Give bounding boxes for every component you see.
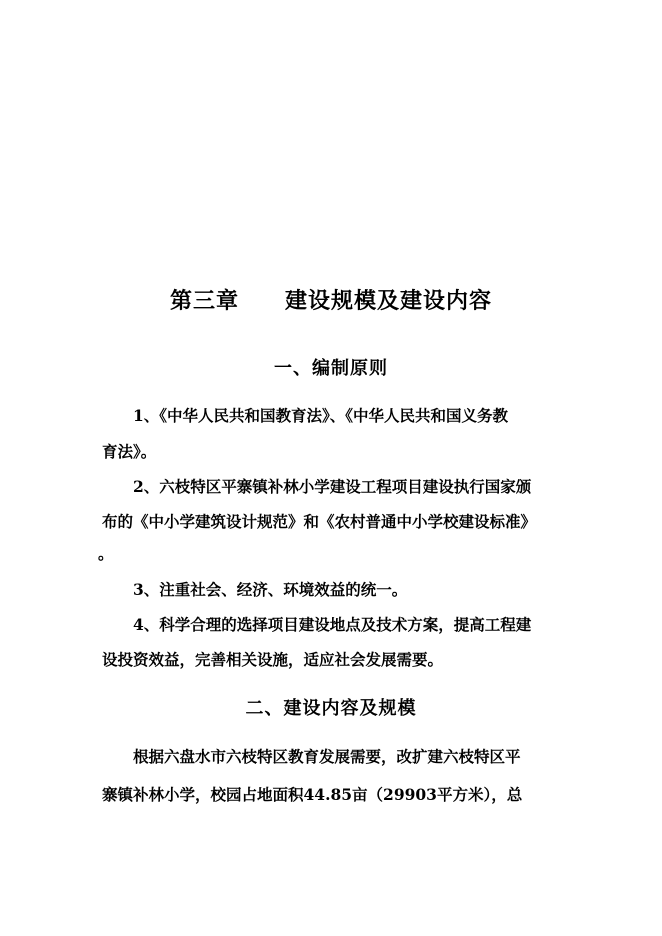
content-para-line-2: 寨镇补林小学，校园占地面积44.85亩（29903平方米），总 xyxy=(102,785,523,804)
chapter-number: 第三章 xyxy=(169,288,239,314)
principle-3-line-1: 3、注重社会、经济、环境效益的统一。 xyxy=(133,580,408,599)
chapter-title xyxy=(0,284,662,315)
principle-4-line-2: 设投资效益，完善相关设施，适应社会发展需要。 xyxy=(102,650,444,669)
section-heading-principles: 一、编制原则 xyxy=(274,358,388,379)
section-heading-content-scale: 二、建设内容及规模 xyxy=(245,698,417,719)
content-para-line-1: 根据六盘水市六枝特区教育发展需要，改扩建六枝特区平 xyxy=(133,747,521,766)
principle-1-line-1: 1、《中华人民共和国教育法》、《中华人民共和国义务教 xyxy=(133,406,509,425)
principle-2-line-3: 。 xyxy=(98,544,114,563)
principle-2-line-2: 布的《中小学建筑设计规范》和《农村普通中小学校建设标准》 xyxy=(102,512,537,531)
principle-4-line-1: 4、科学合理的选择项目建设地点及技术方案，提高工程建 xyxy=(133,615,532,634)
principle-2-line-1: 2、六枝特区平寨镇补林小学建设工程项目建设执行国家颁 xyxy=(133,477,532,496)
chapter-title-text: 建设规模及建设内容 xyxy=(285,288,493,314)
principle-1-line-2: 育法》。 xyxy=(102,442,157,461)
